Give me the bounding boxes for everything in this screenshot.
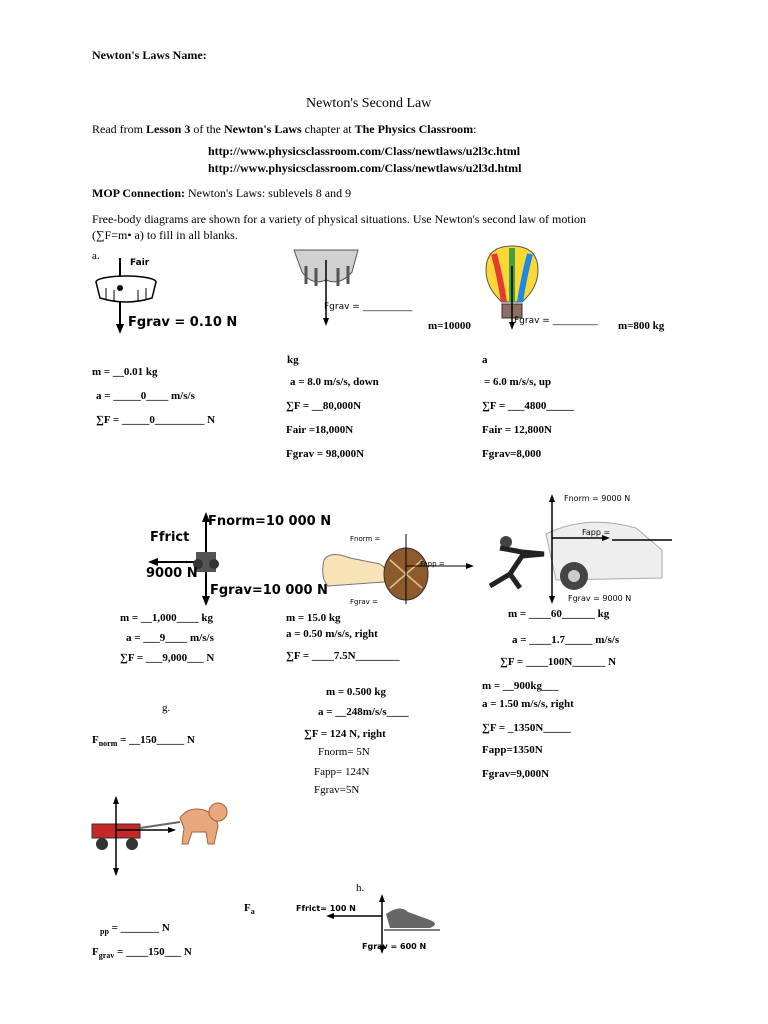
b-net-force: ∑F = __80,000N xyxy=(286,400,362,412)
mid-fgrav: Fgrav=5N xyxy=(314,784,360,796)
e-accel: a = 0.50 m/s/s, right xyxy=(286,628,378,640)
intro-read-from: Read from xyxy=(92,122,143,136)
g-pp-sub: pp xyxy=(100,927,109,937)
fig-f-fgrav: Fgrav = 9000 N xyxy=(568,594,632,603)
f-mass: m = ____60______ kg xyxy=(508,608,610,620)
g-pp-rhs: = _______ N xyxy=(108,922,170,934)
c-mass-inline: m=800 kg xyxy=(618,320,665,332)
right-accel: a = 1.50 m/s/s, right xyxy=(482,698,574,710)
g-fnorm-sub: norm xyxy=(98,739,118,749)
fig-c-label: Fgrav = __________ xyxy=(514,316,598,326)
fig-b-label: Fgrav = ___________ xyxy=(324,302,413,312)
g-fgrav xyxy=(92,946,192,960)
intro-chapter: Newton's Laws xyxy=(223,122,302,136)
fig-e-fnorm: Fnorm = xyxy=(350,535,381,543)
fig-a-top: Fair xyxy=(130,258,150,268)
intro-colon: : xyxy=(473,122,477,136)
mop-line xyxy=(92,186,351,201)
a-mass: m = __0.01 kg xyxy=(92,366,158,378)
e-mass: m = 15.0 kg xyxy=(286,612,341,624)
mid-fnorm: Fnorm= 5N xyxy=(318,746,370,758)
right-mass: m = __900kg___ xyxy=(482,680,559,692)
fig-h-ffrict: Ffrict= 100 N xyxy=(296,904,356,913)
mid-mass: m = 0.500 kg xyxy=(326,686,387,698)
c-accel: = 6.0 m/s/s, up xyxy=(484,376,552,388)
d-net-force: ∑F = ___9,000___ N xyxy=(120,652,215,664)
label-h: h. xyxy=(356,882,365,894)
intro-lesson: Lesson 3 xyxy=(145,122,191,136)
fig-e-fgrav: Fgrav = xyxy=(350,598,378,606)
g-fgrav-rhs: = ____150___ N xyxy=(114,946,192,958)
link-1[interactable]: http://www.physicsclassroom.com/Class/newtlaws/u2l3c.html xyxy=(208,144,521,158)
name-line: Newton's Laws Name: xyxy=(92,48,207,62)
figure-g-wagon xyxy=(88,796,248,876)
page-title: Newton's Second Law xyxy=(306,96,432,111)
figure-b-elephant xyxy=(292,250,362,330)
b-accel: a = 8.0 m/s/s, down xyxy=(290,376,379,388)
fig-e-fapp: Fapp = xyxy=(420,560,445,568)
b-kg: kg xyxy=(287,354,299,366)
g-fa xyxy=(244,902,255,916)
c-fgrav: Fgrav=8,000 xyxy=(482,448,542,460)
right-fgrav: Fgrav=9,000N xyxy=(482,768,550,780)
fig-f-fapp-blank xyxy=(612,538,674,542)
e-net-force: ∑F = ____7.5N________ xyxy=(286,650,400,662)
fig-f-fnorm: Fnorm = 9000 N xyxy=(564,494,631,503)
c-fair: Fair = 12,800N xyxy=(482,424,552,436)
fig-d-ffrict: Ffrict xyxy=(150,530,190,545)
right-fapp: Fapp=1350N xyxy=(482,744,543,756)
b-mass-inline: m=10000 xyxy=(428,320,471,332)
intro-site: The Physics Classroom xyxy=(354,122,474,136)
right-net-force: ∑F = _1350N_____ xyxy=(482,722,571,734)
label-g: g. xyxy=(162,702,171,714)
fig-a-bottom: Fgrav = 0.10 N xyxy=(128,315,238,330)
g-fnorm xyxy=(92,734,195,748)
c-net-force: ∑F = ___4800_____ xyxy=(482,400,574,412)
mid-accel: a = __248m/s/s____ xyxy=(318,706,409,718)
g-fgrav-f: F xyxy=(92,946,99,958)
g-fapp xyxy=(100,922,170,936)
figure-f-push xyxy=(486,494,676,604)
d-accel: a = ___9____ m/s/s xyxy=(126,632,214,644)
a-accel: a = _____0____ m/s/s xyxy=(96,390,195,402)
instructions-line-1: Free-body diagrams are shown for a variety of physical situations. Use Newton's second law of motion xyxy=(92,212,587,226)
g-fa-f: F xyxy=(244,902,251,914)
mid-net-force: ∑F = 124 N, right xyxy=(304,728,386,740)
mop-label: MOP Connection: xyxy=(92,186,185,200)
fig-d-fnorm: Fnorm=10 000 N xyxy=(208,514,332,529)
intro-chapter-at: chapter at xyxy=(304,122,352,136)
fig-d-fgrav: Fgrav=10 000 N xyxy=(210,583,328,598)
intro-of-the: of the xyxy=(193,122,221,136)
c-a-head: a xyxy=(482,354,488,366)
fig-d-left: 9000 N xyxy=(146,566,198,581)
link-2[interactable]: http://www.physicsclassroom.com/Class/newtlaws/u2l3d.html xyxy=(208,161,522,175)
a-net-force: ∑F = _____0_________ N xyxy=(96,414,216,426)
mop-text: Newton's Laws: sublevels 8 and 9 xyxy=(188,186,352,200)
figure-e-kick xyxy=(320,530,480,608)
b-fair: Fair =18,000N xyxy=(286,424,354,436)
g-fgrav-sub: grav xyxy=(98,951,115,961)
mid-fapp: Fapp= 124N xyxy=(314,766,370,778)
fig-f-fapp: Fapp = xyxy=(582,528,611,537)
fig-h-fgrav: Fgrav = 600 N xyxy=(362,942,427,951)
f-accel: a = ____1.7_____ m/s/s xyxy=(512,634,620,646)
g-fnorm-f: F xyxy=(92,734,99,746)
label-a: a. xyxy=(92,250,100,262)
g-fnorm-rhs: = __150_____ N xyxy=(117,734,195,746)
g-fa-sub: a xyxy=(250,907,255,917)
instructions-line-2: (∑F=m• a) to fill in all blanks. xyxy=(92,228,238,242)
intro-line xyxy=(92,122,476,137)
d-mass: m = __1,000____ kg xyxy=(120,612,214,624)
f-net-force: ∑F = ____100N______ N xyxy=(500,656,617,668)
b-fgrav: Fgrav = 98,000N xyxy=(286,448,365,460)
